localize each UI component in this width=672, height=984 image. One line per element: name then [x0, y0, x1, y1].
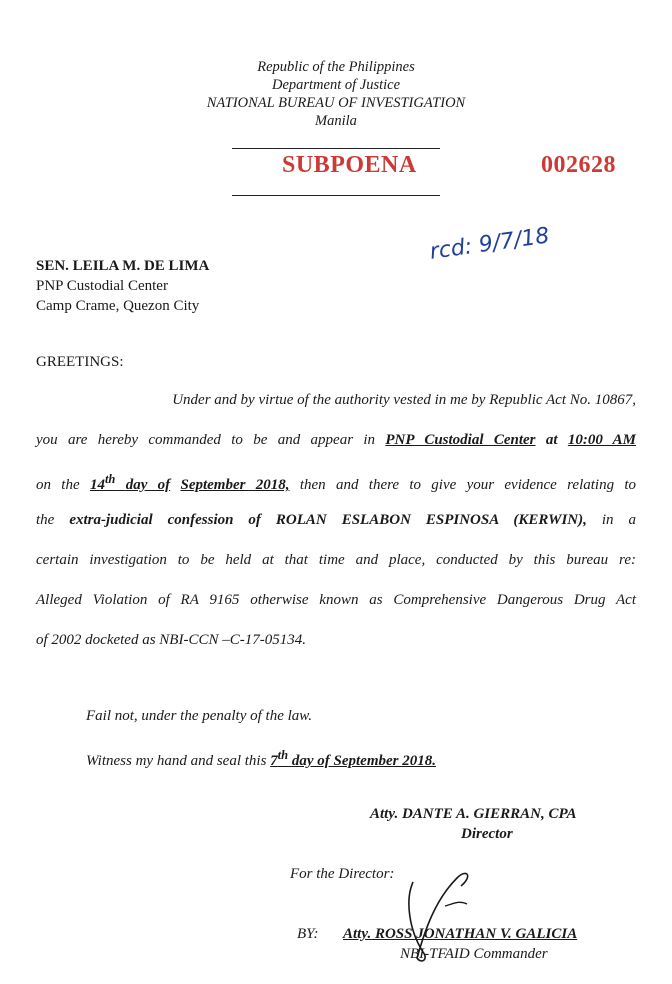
body-text: on the [36, 477, 80, 493]
addressee-line2: Camp Crame, Quezon City [36, 298, 200, 314]
director-title: Director [461, 826, 513, 842]
handwritten-received-note: rcd: 9/7/18 [428, 223, 551, 265]
body-text: the [36, 512, 55, 528]
body-line-2 [36, 432, 636, 449]
day-suffix: th [104, 472, 116, 486]
signatory-title: NBI-TFAID Commander [400, 946, 548, 962]
body-line-5: certain investigation to be held at that time and place, conducted by this bureau re: [36, 552, 636, 568]
header-city: Manila [315, 113, 357, 129]
witness-line [86, 748, 626, 770]
appearance-month: September 2018, [180, 477, 290, 493]
document-number: 002628 [541, 152, 616, 178]
director-name: Atty. DANTE A. GIERRAN, CPA [370, 806, 577, 822]
body-text: at [545, 432, 558, 448]
fail-not-line: Fail not, under the penalty of the law. [86, 708, 312, 724]
document-title: SUBPOENA [282, 152, 417, 178]
body-line-4 [36, 512, 636, 529]
addressee-line1: PNP Custodial Center [36, 278, 168, 294]
body-text: Witness my hand and seal this [86, 753, 267, 769]
greeting: GREETINGS: [36, 354, 124, 370]
body-line-6: Alleged Violation of RA 9165 otherwise known as Comprehensive Dangerous Drug Act [36, 592, 636, 608]
appearance-day [89, 472, 171, 493]
body-text: then and there to give your evidence relating to [299, 477, 637, 493]
for-the-director: For the Director: [290, 866, 395, 882]
body-line-7: of 2002 docketed as NBI-CCN –C-17-05134. [36, 632, 306, 648]
title-rule-top [232, 148, 440, 149]
header-department: Department of Justice [271, 77, 401, 93]
title-rule-bottom [232, 195, 440, 196]
evidence-subject: extra-judicial confession of ROLAN ESLABON ESPINOSA (KERWIN), [69, 512, 587, 528]
day-of-text: day of [125, 477, 171, 493]
appearance-place: PNP Custodial Center [385, 432, 536, 448]
witness-day: 7 [270, 753, 278, 769]
signatory-name: Atty. ROSS JONATHAN V. GALICIA [343, 926, 578, 942]
addressee-block [36, 256, 209, 316]
appearance-time: 10:00 AM [567, 432, 637, 448]
body-text: you are hereby commanded to be and appear in [36, 432, 376, 448]
witness-day-suffix: th [277, 748, 289, 762]
header-bureau: NATIONAL BUREAU OF INVESTIGATION [206, 95, 466, 111]
witness-month-year: day of September 2018. [291, 753, 436, 769]
body-text: in a [601, 512, 637, 528]
by-label: BY: [297, 926, 319, 942]
document-header [0, 58, 672, 130]
day-number: 14 [89, 477, 105, 493]
header-republic: Republic of the Philippines [257, 59, 415, 75]
body-line-3 [36, 472, 636, 494]
witness-date [270, 748, 436, 769]
addressee-name: SEN. LEILA M. DE LIMA [36, 258, 210, 274]
body-line-1: Under and by virtue of the authority vested in me by Republic Act No. 10867, [172, 392, 636, 408]
